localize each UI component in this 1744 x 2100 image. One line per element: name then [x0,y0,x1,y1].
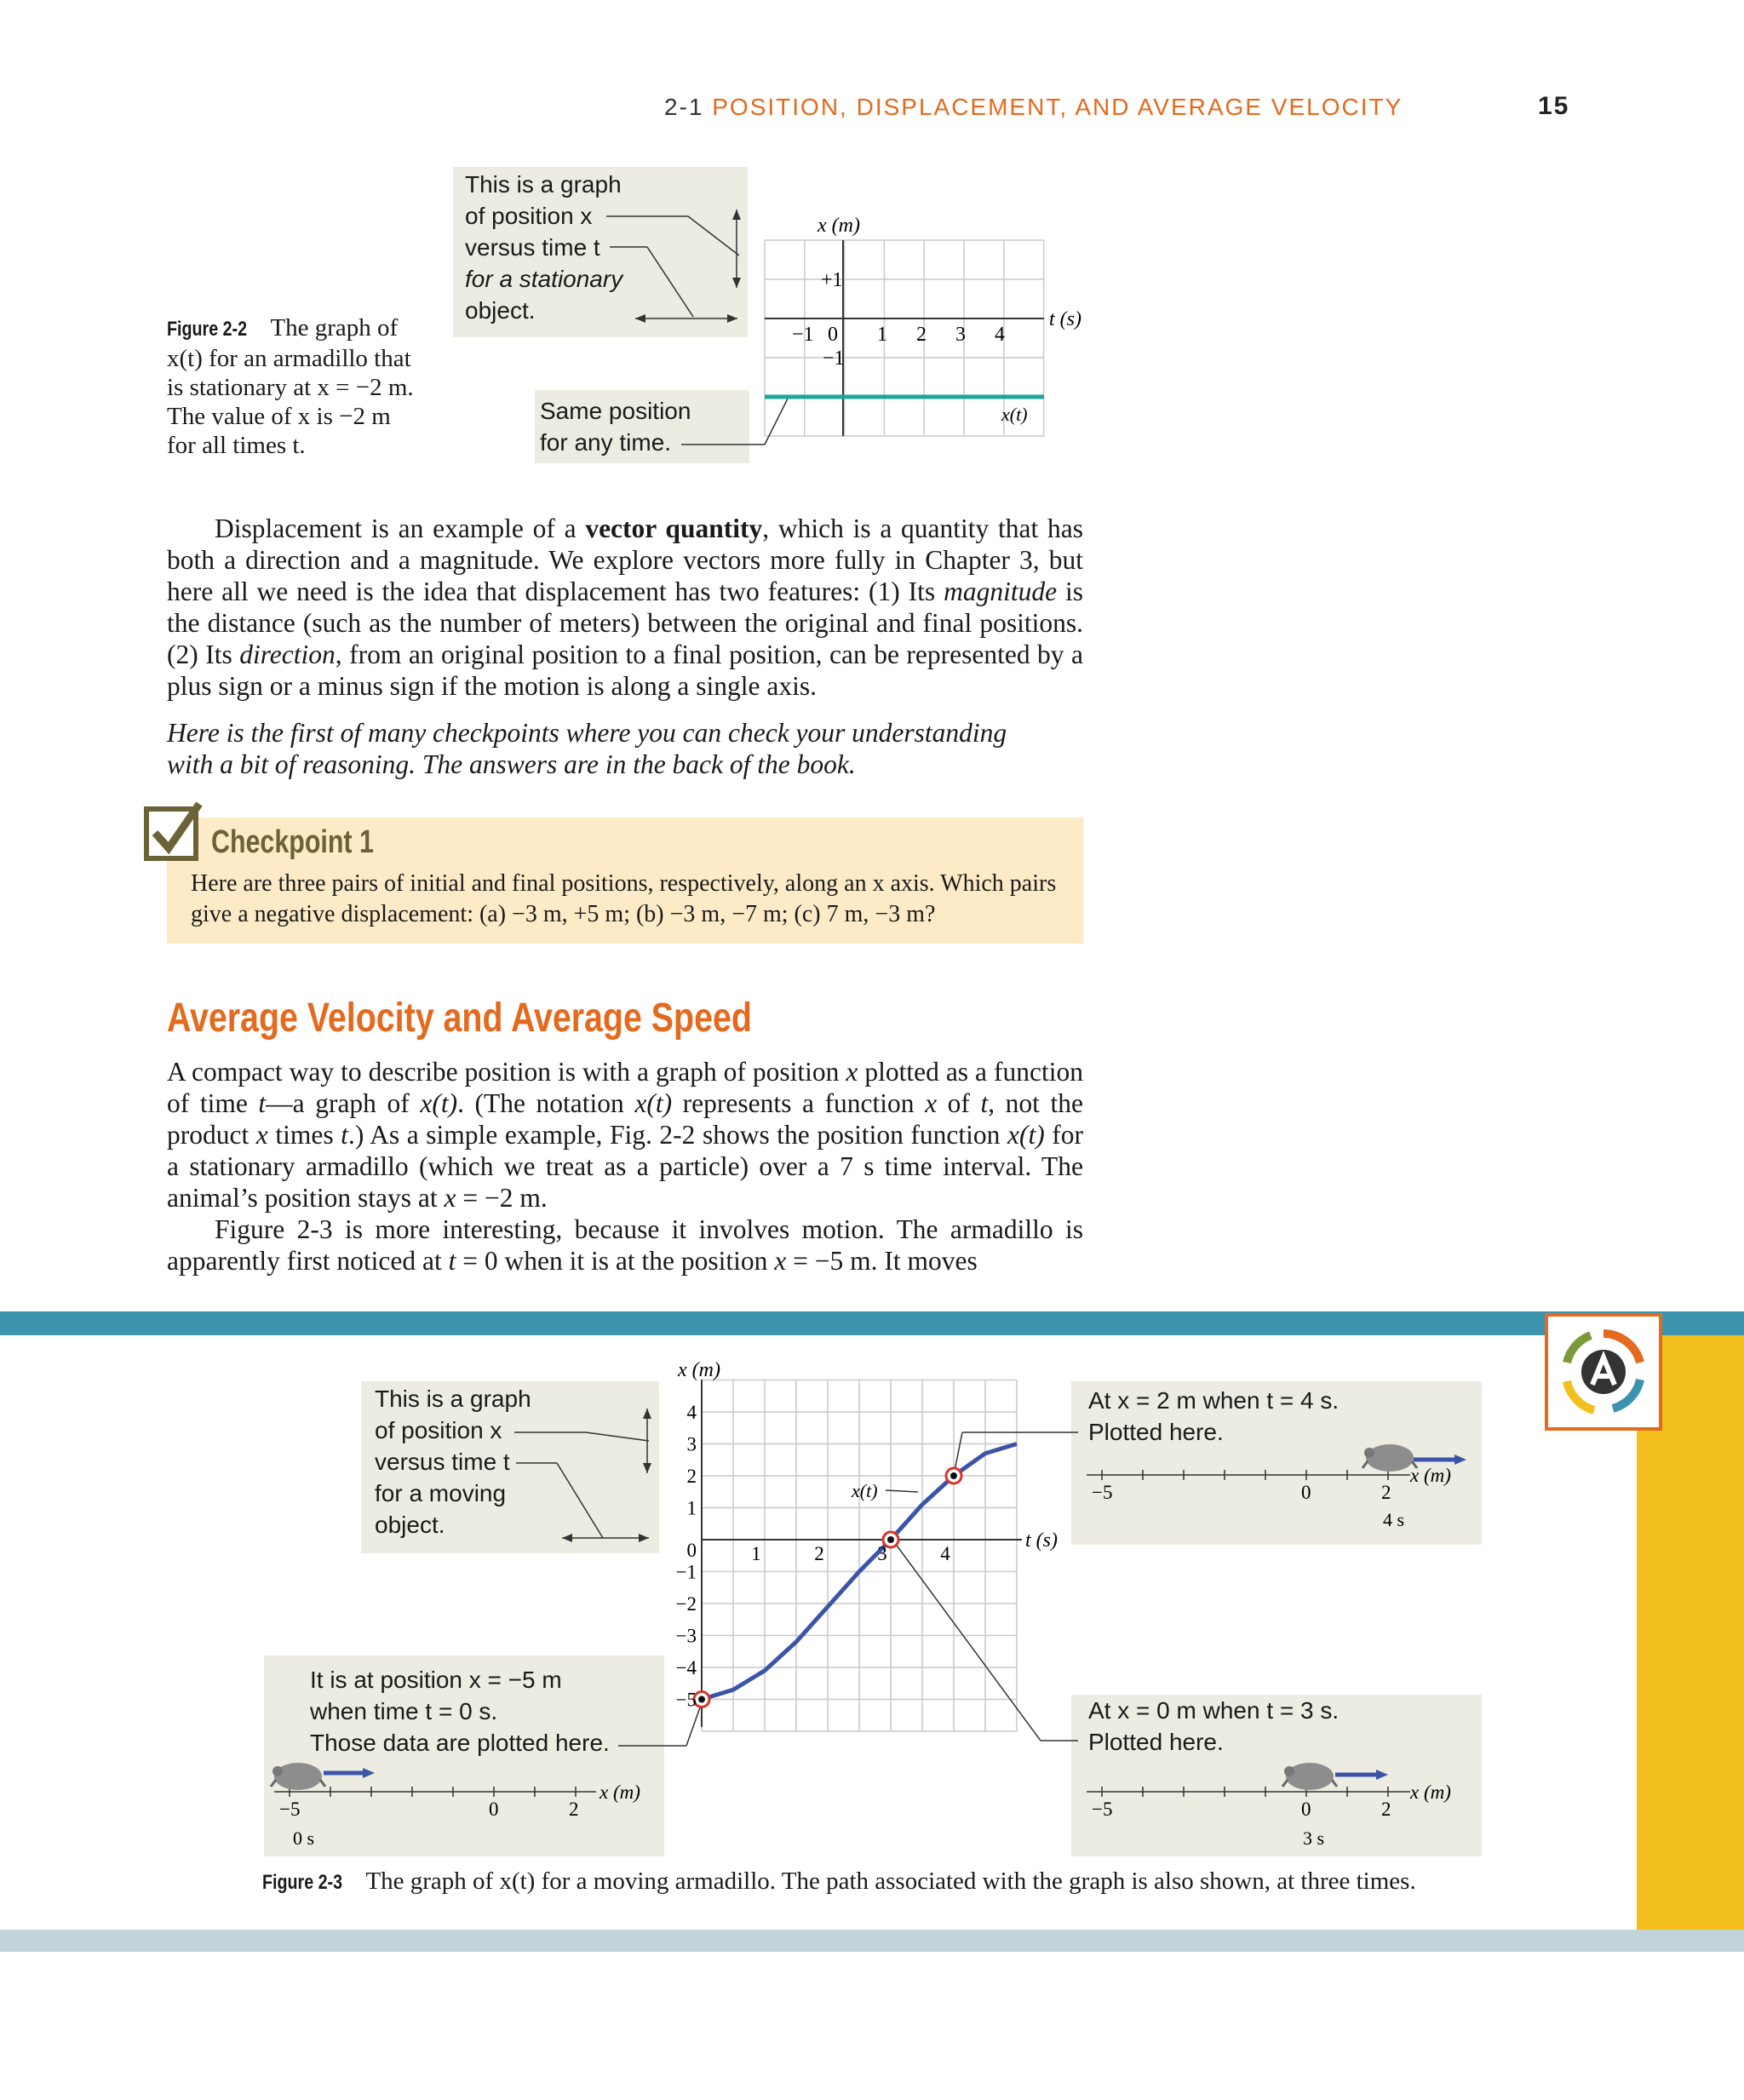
fig22-ylabel: x (m) [818,215,860,237]
armadillo-icon [1362,1444,1417,1472]
paragraph-vector-quantity: Displacement is an example of a vector quantity, which is a quantity that has both a direction and a magnitude. We explore vectors more fully in Chapter 3, but here all we need is the idea that displacement has two features: (1) Its magnitude is the distance (such as the number of meters) between the original and final positions. (2) Its direction, from an original position to a final position, can be represented by a plus sign or a minus sign if the motion is along a single axis. [167,514,1084,701]
checkpoint-intro-note: Here is the first of many checkpoints where you can check your understanding with a bit of reasoning. The answers are in the back of the book. [167,718,1007,779]
fig23-ytick: −1 [675,1561,697,1583]
svg-text:2: 2 [1381,1482,1391,1503]
fig22-ytick-minus1: −1 [823,347,845,370]
svg-text:x (m): x (m) [1410,1782,1451,1803]
fig22-ytick-plus1: +1 [821,269,843,291]
svg-text:0: 0 [1301,1482,1311,1503]
fig22-xtick: −1 [792,324,814,346]
figure-2-2-callout-bottom-text: Same position for any time. [540,398,691,456]
svg-text:−5: −5 [1092,1799,1113,1820]
svg-text:0: 0 [489,1799,499,1820]
svg-text:2: 2 [569,1799,579,1820]
fig23-xlabel: t (s) [1025,1529,1058,1552]
fig23-xtick: 1 [751,1543,761,1564]
fig22-xlabel: t (s) [1049,308,1081,330]
fig23-data-point [950,1472,957,1479]
figure-2-2-label: Figure 2-2 [167,318,248,341]
fig22-xtick: 1 [877,324,887,346]
figure-2-3-callout-start-text: It is at position x = −5 m when time t = 0 s. Those data are plotted here. [310,1667,610,1756]
fig23-ytick: −3 [675,1625,697,1647]
checkpoint-text: Here are three pairs of initial and final positions, respectively, along an x axis. Which pairs give a negative displacement: (a) −3 m, +5 m; (b) −3 m, −7 m; (c) 7 m, −3 m? [191,870,1057,927]
fig23-ytick: 3 [686,1433,697,1455]
figure-2-3-caption: Figure 2-3 The graph of x(t) for a moving armadillo. The path associated with the graph is also shown, at three times. [262,1867,1506,1897]
fig23-xtick: 2 [814,1543,824,1564]
figure-band-top [0,1311,1744,1335]
figure-2-3-label: Figure 2-3 [262,1871,343,1894]
svg-text:2: 2 [1381,1799,1391,1820]
number-line-t3 [1087,1763,1451,1849]
armadillo-icon [271,1763,325,1790]
fig23-xtick: 4 [940,1543,950,1564]
fig23-curve-label: x(t) [852,1480,878,1501]
fig23-ylabel: x (m) [678,1359,720,1381]
figure-2-3-callout-t3-text: At x = 0 m when t = 3 s. Plotted here. [1088,1697,1340,1755]
fig23-ytick: 1 [686,1497,697,1519]
fig23-ytick: 4 [686,1402,697,1423]
svg-text:0 s: 0 s [293,1827,315,1849]
fig23-ytick: −4 [675,1657,697,1678]
number-line-t4 [1087,1444,1466,1530]
fig23-ytick: −5 [675,1689,697,1711]
fig23-ytick: 2 [686,1466,697,1487]
fig22-xtick: 0 [828,324,838,346]
svg-text:−5: −5 [279,1799,301,1820]
svg-text:x (m): x (m) [1410,1465,1451,1486]
fig23-data-point [887,1536,894,1543]
fig22-curve-label: x(t) [1001,404,1028,425]
svg-text:x (m): x (m) [600,1782,640,1803]
figure-2-3-callout-graph-text: This is a graph of position x versus time t for a moving object. [375,1386,531,1538]
fig22-xtick: 2 [916,324,926,346]
svg-text:−5: −5 [1092,1482,1113,1503]
fig23-ytick: −2 [675,1593,697,1615]
figure-2-2-callout-top-text: This is a graph of position x versus time t for a stationary object. [465,171,623,324]
page-number: 15 [1538,92,1570,120]
running-head-section: 2-1 [664,94,704,120]
svg-text:3 s: 3 s [1303,1827,1325,1849]
fig23-xtick: 3 [877,1543,887,1564]
fig23-data-point [698,1696,705,1703]
fig22-xtick: 4 [995,324,1005,346]
svg-text:4 s: 4 s [1383,1509,1405,1530]
animation-logo-icon [1545,1313,1664,1432]
figure-2-2-graph [0,0,1107,477]
fig23-ytick: 0 [686,1540,697,1561]
figure-2-3-graph [0,1345,1533,1856]
figure-band-bottom [0,1930,1744,1952]
number-line-t0 [271,1763,640,1849]
fig22-xtick: 3 [955,324,966,346]
svg-text:0: 0 [1301,1799,1311,1820]
checkpoint-title: Checkpoint 1 [211,824,374,860]
section-heading: Average Velocity and Average Speed [167,995,752,1041]
paragraph-compact-way: A compact way to describe position is with a graph of position x plotted as a function of time t—a graph of x(t). (The notation x(t) represents a function x of t, not the product x times t.) As a simple example, Fig. 2-2 shows the position function x(t) for a stationary armadillo (which we treat as a particle) over a 7 s time interval. The animal’s position stays at x = −2 m. Figure 2-3 is more interesting, because it involves motion. The armadillo is apparently first noticed at t = 0 when it is at the position x = −5 m. It moves [167,1057,1083,1276]
figure-2-2-caption: Figure 2-2 The graph of x(t) for an armadillo that is stationary at x = −2 m. The value of x is −2 m for all times t. [167,314,414,459]
figure-2-3-callout-t4-text: At x = 2 m when t = 4 s. Plotted here. [1088,1387,1340,1445]
running-head-title: POSITION, DISPLACEMENT, AND AVERAGE VELOCITY [712,94,1403,120]
checkmark-icon [143,799,208,864]
armadillo-icon [1282,1763,1337,1790]
